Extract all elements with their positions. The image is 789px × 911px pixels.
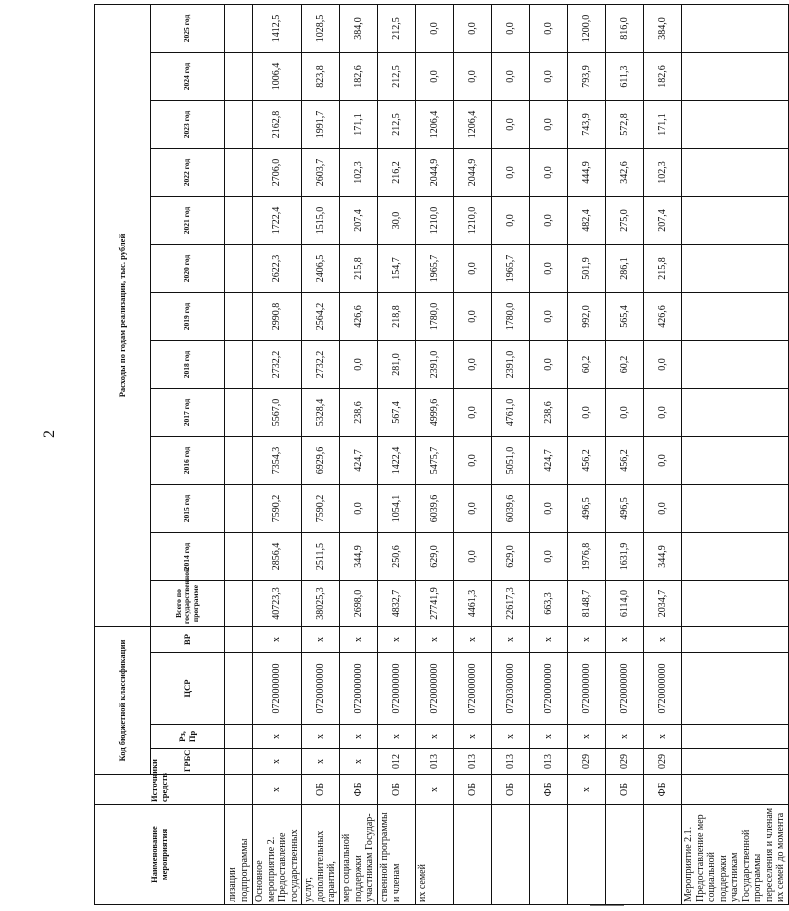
cell-year-value: 1780,0: [416, 293, 454, 341]
cell-year-value: 2564,2: [302, 293, 340, 341]
cell-csr: 0720000000: [378, 653, 416, 725]
cell-year-value: [682, 53, 789, 101]
cell-name: мер социальной поддержки участникам Государ-: [340, 805, 378, 905]
cell-year-value: 4999,6: [416, 389, 454, 437]
cell-name: [606, 805, 644, 905]
cell-total: 4832,7: [378, 581, 416, 627]
cell-year-value: 2391,0: [416, 341, 454, 389]
cell-year-value: 0,0: [530, 53, 568, 101]
cell-year-value: 2162,8: [253, 101, 302, 149]
cell-name: ственной программы и членам: [378, 805, 416, 905]
cell-total: 22617,3: [492, 581, 530, 627]
cell-grbs: х: [302, 749, 340, 775]
cell-year-value: 216,2: [378, 149, 416, 197]
cell-year-value: [682, 485, 789, 533]
cell-year-value: 2406,5: [302, 245, 340, 293]
table-row: [568, 4, 606, 904]
cell-year-value: 0,0: [644, 437, 682, 485]
cell-year-value: 0,0: [530, 149, 568, 197]
header-expenses: Расходы по годам реализации, тыс. рублей: [95, 4, 151, 626]
cell-rzpr: х: [378, 725, 416, 749]
cell-rzpr: х: [454, 725, 492, 749]
cell-vr: х: [492, 627, 530, 653]
cell-year-value: 1991,7: [302, 101, 340, 149]
cell-year-value: 238,6: [530, 389, 568, 437]
table-row: [492, 4, 530, 904]
cell-csr: 0720000000: [454, 653, 492, 725]
cell-grbs: 013: [492, 749, 530, 775]
cell-vr: х: [454, 627, 492, 653]
cell-total: 2698,0: [340, 581, 378, 627]
cell-year-value: 2990,8: [253, 293, 302, 341]
cell-year-value: 5567,0: [253, 389, 302, 437]
header-year: 2018 год: [151, 341, 225, 389]
cell-grbs: [682, 749, 789, 775]
cell-year-value: [225, 389, 253, 437]
cell-source: х: [568, 775, 606, 805]
cell-year-value: 565,4: [606, 293, 644, 341]
cell-year-value: 1965,7: [492, 245, 530, 293]
cell-year-value: 342,6: [606, 149, 644, 197]
cell-year-value: 218,8: [378, 293, 416, 341]
cell-source: ФБ: [340, 775, 378, 805]
cell-year-value: 0,0: [454, 53, 492, 101]
header-year: 2019 год: [151, 293, 225, 341]
header-year: 2020 год: [151, 245, 225, 293]
cell-rzpr: х: [530, 725, 568, 749]
cell-year-value: 0,0: [340, 341, 378, 389]
table-row: [454, 4, 492, 904]
cell-rzpr: [682, 725, 789, 749]
cell-year-value: 2044,9: [416, 149, 454, 197]
cell-year-value: 496,5: [568, 485, 606, 533]
cell-name: их семей: [416, 805, 454, 905]
header-year: 2015 год: [151, 485, 225, 533]
cell-year-value: 2622,3: [253, 245, 302, 293]
table-row: [225, 4, 253, 904]
cell-year-value: 992,0: [568, 293, 606, 341]
cell-year-value: 1028,5: [302, 4, 340, 52]
cell-year-value: 1780,0: [492, 293, 530, 341]
cell-year-value: 2732,2: [253, 341, 302, 389]
cell-rzpr: [225, 725, 253, 749]
cell-year-value: 1515,0: [302, 197, 340, 245]
header-name: Наименование мероприятия: [95, 805, 225, 905]
cell-year-value: 572,8: [606, 101, 644, 149]
cell-year-value: 1210,0: [454, 197, 492, 245]
cell-year-value: 0,0: [644, 341, 682, 389]
header-csr: ЦСР: [151, 653, 225, 725]
cell-source: [225, 775, 253, 805]
cell-year-value: 344,9: [644, 533, 682, 581]
cell-year-value: 0,0: [454, 341, 492, 389]
cell-vr: х: [340, 627, 378, 653]
cell-year-value: 2044,9: [454, 149, 492, 197]
cell-year-value: 212,5: [378, 53, 416, 101]
cell-source: х: [253, 775, 302, 805]
cell-year-value: [225, 4, 253, 52]
cell-year-value: 2706,0: [253, 149, 302, 197]
cell-year-value: 424,7: [340, 437, 378, 485]
cell-year-value: [682, 437, 789, 485]
cell-rzpr: х: [492, 725, 530, 749]
cell-year-value: 0,0: [492, 4, 530, 52]
cell-year-value: 5475,7: [416, 437, 454, 485]
cell-year-value: 1200,0: [568, 4, 606, 52]
cell-rzpr: х: [416, 725, 454, 749]
cell-year-value: 0,0: [454, 485, 492, 533]
header-year: 2025 год: [151, 4, 225, 52]
cell-year-value: 1006,4: [253, 53, 302, 101]
cell-year-value: [225, 149, 253, 197]
cell-year-value: 212,5: [378, 101, 416, 149]
cell-year-value: 0,0: [530, 4, 568, 52]
cell-year-value: 171,1: [340, 101, 378, 149]
cell-year-value: 5328,4: [302, 389, 340, 437]
cell-source: ОБ: [606, 775, 644, 805]
cell-year-value: 793,9: [568, 53, 606, 101]
cell-grbs: 029: [644, 749, 682, 775]
cell-year-value: 0,0: [530, 245, 568, 293]
table-row: [340, 4, 378, 904]
cell-year-value: [225, 245, 253, 293]
cell-year-value: 611,3: [606, 53, 644, 101]
cell-grbs: 013: [530, 749, 568, 775]
cell-year-value: 629,0: [416, 533, 454, 581]
cell-year-value: 1722,4: [253, 197, 302, 245]
cell-year-value: 456,2: [606, 437, 644, 485]
cell-year-value: 0,0: [530, 197, 568, 245]
cell-csr: 0720000000: [568, 653, 606, 725]
cell-rzpr: х: [340, 725, 378, 749]
cell-vr: х: [568, 627, 606, 653]
cell-csr: 0720000000: [253, 653, 302, 725]
cell-year-value: 171,1: [644, 101, 682, 149]
header-year: 2024 год: [151, 53, 225, 101]
cell-source: ОБ: [302, 775, 340, 805]
cell-name: Мероприятие 2.1. Предоставление мер социальной поддержки участникам Государственной программы переселения и членам их семей до момента: [682, 805, 789, 905]
header-year: 2017 год: [151, 389, 225, 437]
cell-total: [682, 581, 789, 627]
header-total: Всего по государственной программе: [151, 581, 225, 627]
cell-year-value: 0,0: [454, 437, 492, 485]
header-budget-code: Код бюджетной классификации: [95, 627, 151, 775]
cell-grbs: х: [253, 749, 302, 775]
cell-total: 27741,9: [416, 581, 454, 627]
cell-rzpr: х: [302, 725, 340, 749]
cell-year-value: 2603,7: [302, 149, 340, 197]
cell-total: 38025,3: [302, 581, 340, 627]
cell-year-value: 0,0: [530, 101, 568, 149]
cell-year-value: 281,0: [378, 341, 416, 389]
cell-year-value: 496,5: [606, 485, 644, 533]
cell-grbs: 013: [454, 749, 492, 775]
cell-year-value: 0,0: [454, 389, 492, 437]
cell-year-value: 567,4: [378, 389, 416, 437]
cell-year-value: 0,0: [606, 389, 644, 437]
cell-source: [682, 775, 789, 805]
cell-name: [644, 805, 682, 905]
cell-vr: х: [644, 627, 682, 653]
cell-source: х: [416, 775, 454, 805]
cell-year-value: 1976,8: [568, 533, 606, 581]
cell-year-value: [682, 197, 789, 245]
cell-year-value: 1422,4: [378, 437, 416, 485]
cell-year-value: 154,7: [378, 245, 416, 293]
cell-csr: 0720000000: [302, 653, 340, 725]
cell-vr: х: [416, 627, 454, 653]
cell-year-value: [682, 533, 789, 581]
cell-year-value: 0,0: [416, 4, 454, 52]
table-row: [302, 4, 340, 904]
cell-grbs: 012: [378, 749, 416, 775]
page-number: 2: [41, 430, 58, 438]
cell-source: ОБ: [454, 775, 492, 805]
cell-year-value: 275,0: [606, 197, 644, 245]
cell-name: [568, 805, 606, 905]
cell-year-value: 238,6: [340, 389, 378, 437]
cell-year-value: 215,8: [644, 245, 682, 293]
cell-year-value: [225, 485, 253, 533]
cell-year-value: 102,3: [340, 149, 378, 197]
cell-year-value: [225, 341, 253, 389]
header-year: 2023 год: [151, 101, 225, 149]
cell-year-value: 482,4: [568, 197, 606, 245]
cell-year-value: 426,6: [644, 293, 682, 341]
scan-artifact: [590, 905, 624, 906]
cell-year-value: [225, 533, 253, 581]
cell-csr: 0720000000: [416, 653, 454, 725]
header-year: 2021 год: [151, 197, 225, 245]
cell-csr: 0720000000: [606, 653, 644, 725]
cell-year-value: [225, 101, 253, 149]
cell-year-value: 0,0: [530, 533, 568, 581]
cell-year-value: 6039,6: [492, 485, 530, 533]
cell-year-value: 1965,7: [416, 245, 454, 293]
cell-year-value: 816,0: [606, 4, 644, 52]
cell-year-value: 0,0: [492, 53, 530, 101]
cell-year-value: 286,1: [606, 245, 644, 293]
cell-year-value: 6929,6: [302, 437, 340, 485]
cell-year-value: 0,0: [644, 389, 682, 437]
cell-csr: 0720000000: [530, 653, 568, 725]
cell-vr: [225, 627, 253, 653]
cell-csr: 0720000000: [340, 653, 378, 725]
cell-rzpr: х: [568, 725, 606, 749]
table-row: [416, 4, 454, 904]
cell-source: ФБ: [530, 775, 568, 805]
cell-year-value: 0,0: [568, 389, 606, 437]
cell-year-value: 2511,5: [302, 533, 340, 581]
cell-total: 2034,7: [644, 581, 682, 627]
cell-year-value: 743,9: [568, 101, 606, 149]
cell-year-value: 344,9: [340, 533, 378, 581]
cell-year-value: 0,0: [340, 485, 378, 533]
header-rzpr: Рз, Пр: [151, 725, 225, 749]
cell-grbs: 029: [568, 749, 606, 775]
table-row: [682, 4, 789, 904]
header-year: 2022 год: [151, 149, 225, 197]
cell-year-value: 1206,4: [454, 101, 492, 149]
cell-rzpr: х: [253, 725, 302, 749]
table-row: [253, 4, 302, 904]
cell-grbs: 029: [606, 749, 644, 775]
cell-year-value: 7354,3: [253, 437, 302, 485]
cell-year-value: [682, 341, 789, 389]
cell-year-value: 1206,4: [416, 101, 454, 149]
cell-year-value: 60,2: [568, 341, 606, 389]
cell-year-value: 444,9: [568, 149, 606, 197]
cell-year-value: 629,0: [492, 533, 530, 581]
cell-year-value: 7590,2: [302, 485, 340, 533]
cell-vr: х: [530, 627, 568, 653]
cell-year-value: 0,0: [492, 197, 530, 245]
table-row: [530, 4, 568, 904]
cell-year-value: 501,9: [568, 245, 606, 293]
cell-year-value: [225, 437, 253, 485]
cell-grbs: 013: [416, 749, 454, 775]
cell-year-value: 60,2: [606, 341, 644, 389]
cell-name: Основное мероприятие 2. Предоставление государственных: [253, 805, 302, 905]
cell-year-value: [682, 4, 789, 52]
table-row: [644, 4, 682, 904]
cell-year-value: [682, 149, 789, 197]
cell-total: 40723,3: [253, 581, 302, 627]
cell-year-value: 102,3: [644, 149, 682, 197]
cell-year-value: 0,0: [530, 485, 568, 533]
cell-year-value: 4761,0: [492, 389, 530, 437]
cell-year-value: 0,0: [530, 341, 568, 389]
cell-source: ОБ: [378, 775, 416, 805]
cell-total: [225, 581, 253, 627]
cell-year-value: 250,6: [378, 533, 416, 581]
header-grbs: ГРБС: [151, 749, 225, 775]
cell-year-value: 7590,2: [253, 485, 302, 533]
cell-year-value: 1631,9: [606, 533, 644, 581]
cell-year-value: 207,4: [340, 197, 378, 245]
cell-year-value: 182,6: [340, 53, 378, 101]
cell-name: [492, 805, 530, 905]
cell-year-value: [682, 293, 789, 341]
cell-total: 6114,0: [606, 581, 644, 627]
cell-vr: х: [302, 627, 340, 653]
cell-year-value: 384,0: [644, 4, 682, 52]
cell-year-value: 823,8: [302, 53, 340, 101]
cell-grbs: [225, 749, 253, 775]
cell-year-value: 0,0: [454, 245, 492, 293]
header-year: 2016 год: [151, 437, 225, 485]
cell-csr: [225, 653, 253, 725]
cell-year-value: 1054,1: [378, 485, 416, 533]
cell-year-value: 426,6: [340, 293, 378, 341]
cell-year-value: [682, 389, 789, 437]
cell-year-value: [225, 53, 253, 101]
cell-year-value: 182,6: [644, 53, 682, 101]
cell-year-value: [225, 293, 253, 341]
cell-source: ФБ: [644, 775, 682, 805]
cell-year-value: 0,0: [416, 53, 454, 101]
cell-csr: 0720300000: [492, 653, 530, 725]
cell-year-value: 0,0: [492, 101, 530, 149]
table-row: [606, 4, 644, 904]
cell-name: [454, 805, 492, 905]
cell-csr: [682, 653, 789, 725]
rotated-table-container: [94, 5, 786, 905]
cell-grbs: х: [340, 749, 378, 775]
cell-year-value: 215,8: [340, 245, 378, 293]
cell-name: услуг, дополнительных гарантий,: [302, 805, 340, 905]
cell-year-value: [225, 197, 253, 245]
header-vr: ВР: [151, 627, 225, 653]
cell-year-value: 0,0: [644, 485, 682, 533]
cell-csr: 0720000000: [644, 653, 682, 725]
cell-vr: [682, 627, 789, 653]
cell-vr: х: [606, 627, 644, 653]
cell-year-value: 0,0: [492, 149, 530, 197]
cell-name: лизации подпрограммы: [225, 805, 253, 905]
cell-year-value: 2391,0: [492, 341, 530, 389]
cell-year-value: [682, 245, 789, 293]
cell-year-value: 0,0: [454, 533, 492, 581]
cell-rzpr: х: [644, 725, 682, 749]
cell-year-value: 424,7: [530, 437, 568, 485]
cell-year-value: 30,0: [378, 197, 416, 245]
cell-name: [530, 805, 568, 905]
cell-vr: х: [378, 627, 416, 653]
header-year: 2014 год: [151, 533, 225, 581]
cell-year-value: 5051,0: [492, 437, 530, 485]
cell-year-value: 0,0: [530, 293, 568, 341]
cell-year-value: 1210,0: [416, 197, 454, 245]
cell-year-value: 2732,2: [302, 341, 340, 389]
cell-year-value: 207,4: [644, 197, 682, 245]
cell-source: ОБ: [492, 775, 530, 805]
cell-year-value: 0,0: [454, 4, 492, 52]
cell-year-value: 456,2: [568, 437, 606, 485]
table-row: [378, 4, 416, 904]
cell-rzpr: х: [606, 725, 644, 749]
cell-year-value: 2856,4: [253, 533, 302, 581]
cell-year-value: 212,5: [378, 4, 416, 52]
header-source: Источники средств: [95, 775, 225, 805]
cell-year-value: 1412,5: [253, 4, 302, 52]
cell-total: 663,3: [530, 581, 568, 627]
cell-total: 4461,3: [454, 581, 492, 627]
cell-total: 8148,7: [568, 581, 606, 627]
expenses-table: [94, 4, 789, 905]
cell-year-value: 0,0: [454, 293, 492, 341]
cell-year-value: [682, 101, 789, 149]
table-body: [225, 4, 789, 904]
cell-year-value: 384,0: [340, 4, 378, 52]
cell-vr: х: [253, 627, 302, 653]
cell-year-value: 6039,6: [416, 485, 454, 533]
